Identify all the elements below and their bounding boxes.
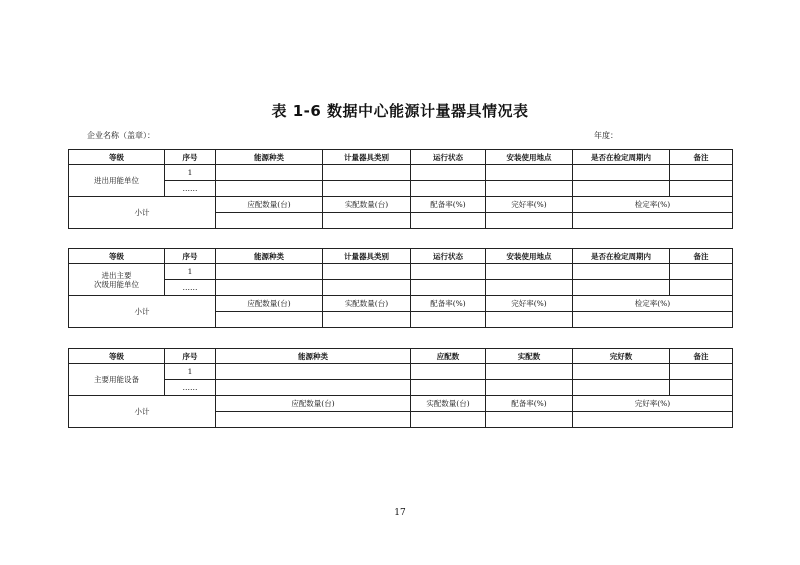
cell[interactable] — [573, 280, 670, 296]
cell[interactable] — [486, 364, 573, 380]
cell[interactable] — [411, 380, 486, 396]
header-energy-type: 能源种类 — [216, 349, 411, 364]
table-row — [69, 181, 733, 197]
table-row — [69, 280, 733, 296]
stat-verification-rate: 检定率(%) — [573, 296, 733, 312]
header-remarks: 备注 — [670, 349, 733, 364]
header-instrument-category: 计量器具类别 — [323, 249, 411, 264]
cell[interactable] — [670, 280, 733, 296]
cell[interactable] — [573, 213, 733, 229]
row-seq-ellipsis: …… — [165, 380, 216, 396]
stat-required-count: 应配数量(台) — [216, 197, 323, 213]
header-actual-count: 实配数 — [486, 349, 573, 364]
cell[interactable] — [323, 213, 411, 229]
table-1 — [68, 149, 733, 229]
cell[interactable] — [486, 412, 573, 428]
cell[interactable] — [486, 280, 573, 296]
cell[interactable] — [216, 181, 323, 197]
header-location: 安装使用地点 — [486, 249, 573, 264]
row-level-label-line-2: 次级用能单位 — [94, 279, 139, 289]
stat-intact-rate: 完好率(%) — [486, 296, 573, 312]
row-seq: 1 — [165, 364, 216, 380]
cell[interactable] — [486, 181, 573, 197]
stat-equip-rate: 配备率(%) — [411, 197, 486, 213]
table-2 — [68, 248, 733, 328]
cell[interactable] — [573, 364, 670, 380]
stat-intact-rate: 完好率(%) — [486, 197, 573, 213]
table-title: 表 1-6 数据中心能源计量器具情况表 — [271, 102, 529, 120]
subtotal-label: 小计 — [69, 197, 216, 229]
cell[interactable] — [323, 312, 411, 328]
table-row — [69, 380, 733, 396]
company-name-label: 企业名称（盖章）： — [87, 131, 155, 140]
header-remarks: 备注 — [670, 150, 733, 165]
header-verification-period: 是否在检定周期内 — [573, 150, 670, 165]
cell[interactable] — [216, 380, 411, 396]
cell[interactable] — [486, 312, 573, 328]
cell[interactable] — [216, 364, 411, 380]
stat-actual-count: 实配数量(台) — [323, 296, 411, 312]
subtotal-header-row — [69, 396, 733, 412]
cell[interactable] — [573, 412, 733, 428]
cell[interactable] — [486, 213, 573, 229]
header-seq: 序号 — [165, 150, 216, 165]
cell[interactable] — [411, 412, 486, 428]
page-number: 17 — [394, 508, 406, 518]
cell[interactable] — [216, 213, 323, 229]
cell[interactable] — [670, 380, 733, 396]
year-label: 年度： — [594, 131, 618, 140]
cell[interactable] — [323, 165, 411, 181]
header-remarks: 备注 — [670, 249, 733, 264]
header-level: 等级 — [69, 150, 165, 165]
stat-required-count: 应配数量(台) — [216, 396, 411, 412]
cell[interactable] — [411, 181, 486, 197]
cell[interactable] — [573, 181, 670, 197]
cell[interactable] — [216, 264, 323, 280]
table-row — [69, 264, 733, 280]
cell[interactable] — [411, 280, 486, 296]
cell[interactable] — [573, 165, 670, 181]
subtotal-label: 小计 — [69, 296, 216, 328]
header-energy-type: 能源种类 — [216, 249, 323, 264]
stat-equip-rate: 配备率(%) — [486, 396, 573, 412]
cell[interactable] — [670, 181, 733, 197]
stat-required-count: 应配数量(台) — [216, 296, 323, 312]
header-seq: 序号 — [165, 349, 216, 364]
row-seq: 1 — [165, 264, 216, 280]
row-level-label: 主要用能设备 — [69, 364, 165, 396]
header-required-count: 应配数 — [411, 349, 486, 364]
cell[interactable] — [216, 412, 411, 428]
cell[interactable] — [411, 264, 486, 280]
cell[interactable] — [411, 312, 486, 328]
stat-actual-count: 实配数量(台) — [323, 197, 411, 213]
stat-verification-rate: 检定率(%) — [573, 197, 733, 213]
table-header-row — [69, 150, 733, 165]
row-level-label-line-1: 进出主要 — [101, 270, 132, 280]
cell[interactable] — [573, 312, 733, 328]
header-status: 运行状态 — [411, 249, 486, 264]
row-level-label: 进出用能单位 — [69, 165, 165, 197]
subtotal-header-row — [69, 197, 733, 213]
header-instrument-category: 计量器具类别 — [323, 150, 411, 165]
cell[interactable] — [670, 364, 733, 380]
subtotal-header-row — [69, 296, 733, 312]
header-verification-period: 是否在检定周期内 — [573, 249, 670, 264]
cell[interactable] — [486, 380, 573, 396]
header-energy-type: 能源种类 — [216, 150, 323, 165]
table-header-row — [69, 249, 733, 264]
cell[interactable] — [323, 280, 411, 296]
table-3 — [68, 348, 733, 428]
table-header-row — [69, 349, 733, 364]
header-location: 安装使用地点 — [486, 150, 573, 165]
row-seq-ellipsis: …… — [165, 181, 216, 197]
cell[interactable] — [573, 264, 670, 280]
cell[interactable] — [216, 280, 323, 296]
cell[interactable] — [216, 165, 323, 181]
stat-equip-rate: 配备率(%) — [411, 296, 486, 312]
stat-intact-rate: 完好率(%) — [573, 396, 733, 412]
row-level-label — [69, 264, 165, 296]
cell[interactable] — [411, 364, 486, 380]
cell[interactable] — [573, 380, 670, 396]
cell[interactable] — [216, 312, 323, 328]
cell[interactable] — [670, 165, 733, 181]
cell[interactable] — [670, 264, 733, 280]
subtotal-label: 小计 — [69, 396, 216, 428]
row-seq-ellipsis: …… — [165, 280, 216, 296]
header-level: 等级 — [69, 249, 165, 264]
cell[interactable] — [411, 213, 486, 229]
table-row — [69, 165, 733, 181]
header-level: 等级 — [69, 349, 165, 364]
header-seq: 序号 — [165, 249, 216, 264]
header-status: 运行状态 — [411, 150, 486, 165]
cell[interactable] — [486, 264, 573, 280]
cell[interactable] — [411, 165, 486, 181]
cell[interactable] — [323, 264, 411, 280]
cell[interactable] — [486, 165, 573, 181]
table-row — [69, 364, 733, 380]
header-intact-count: 完好数 — [573, 349, 670, 364]
cell[interactable] — [323, 181, 411, 197]
row-seq: 1 — [165, 165, 216, 181]
stat-actual-count: 实配数量(台) — [411, 396, 486, 412]
